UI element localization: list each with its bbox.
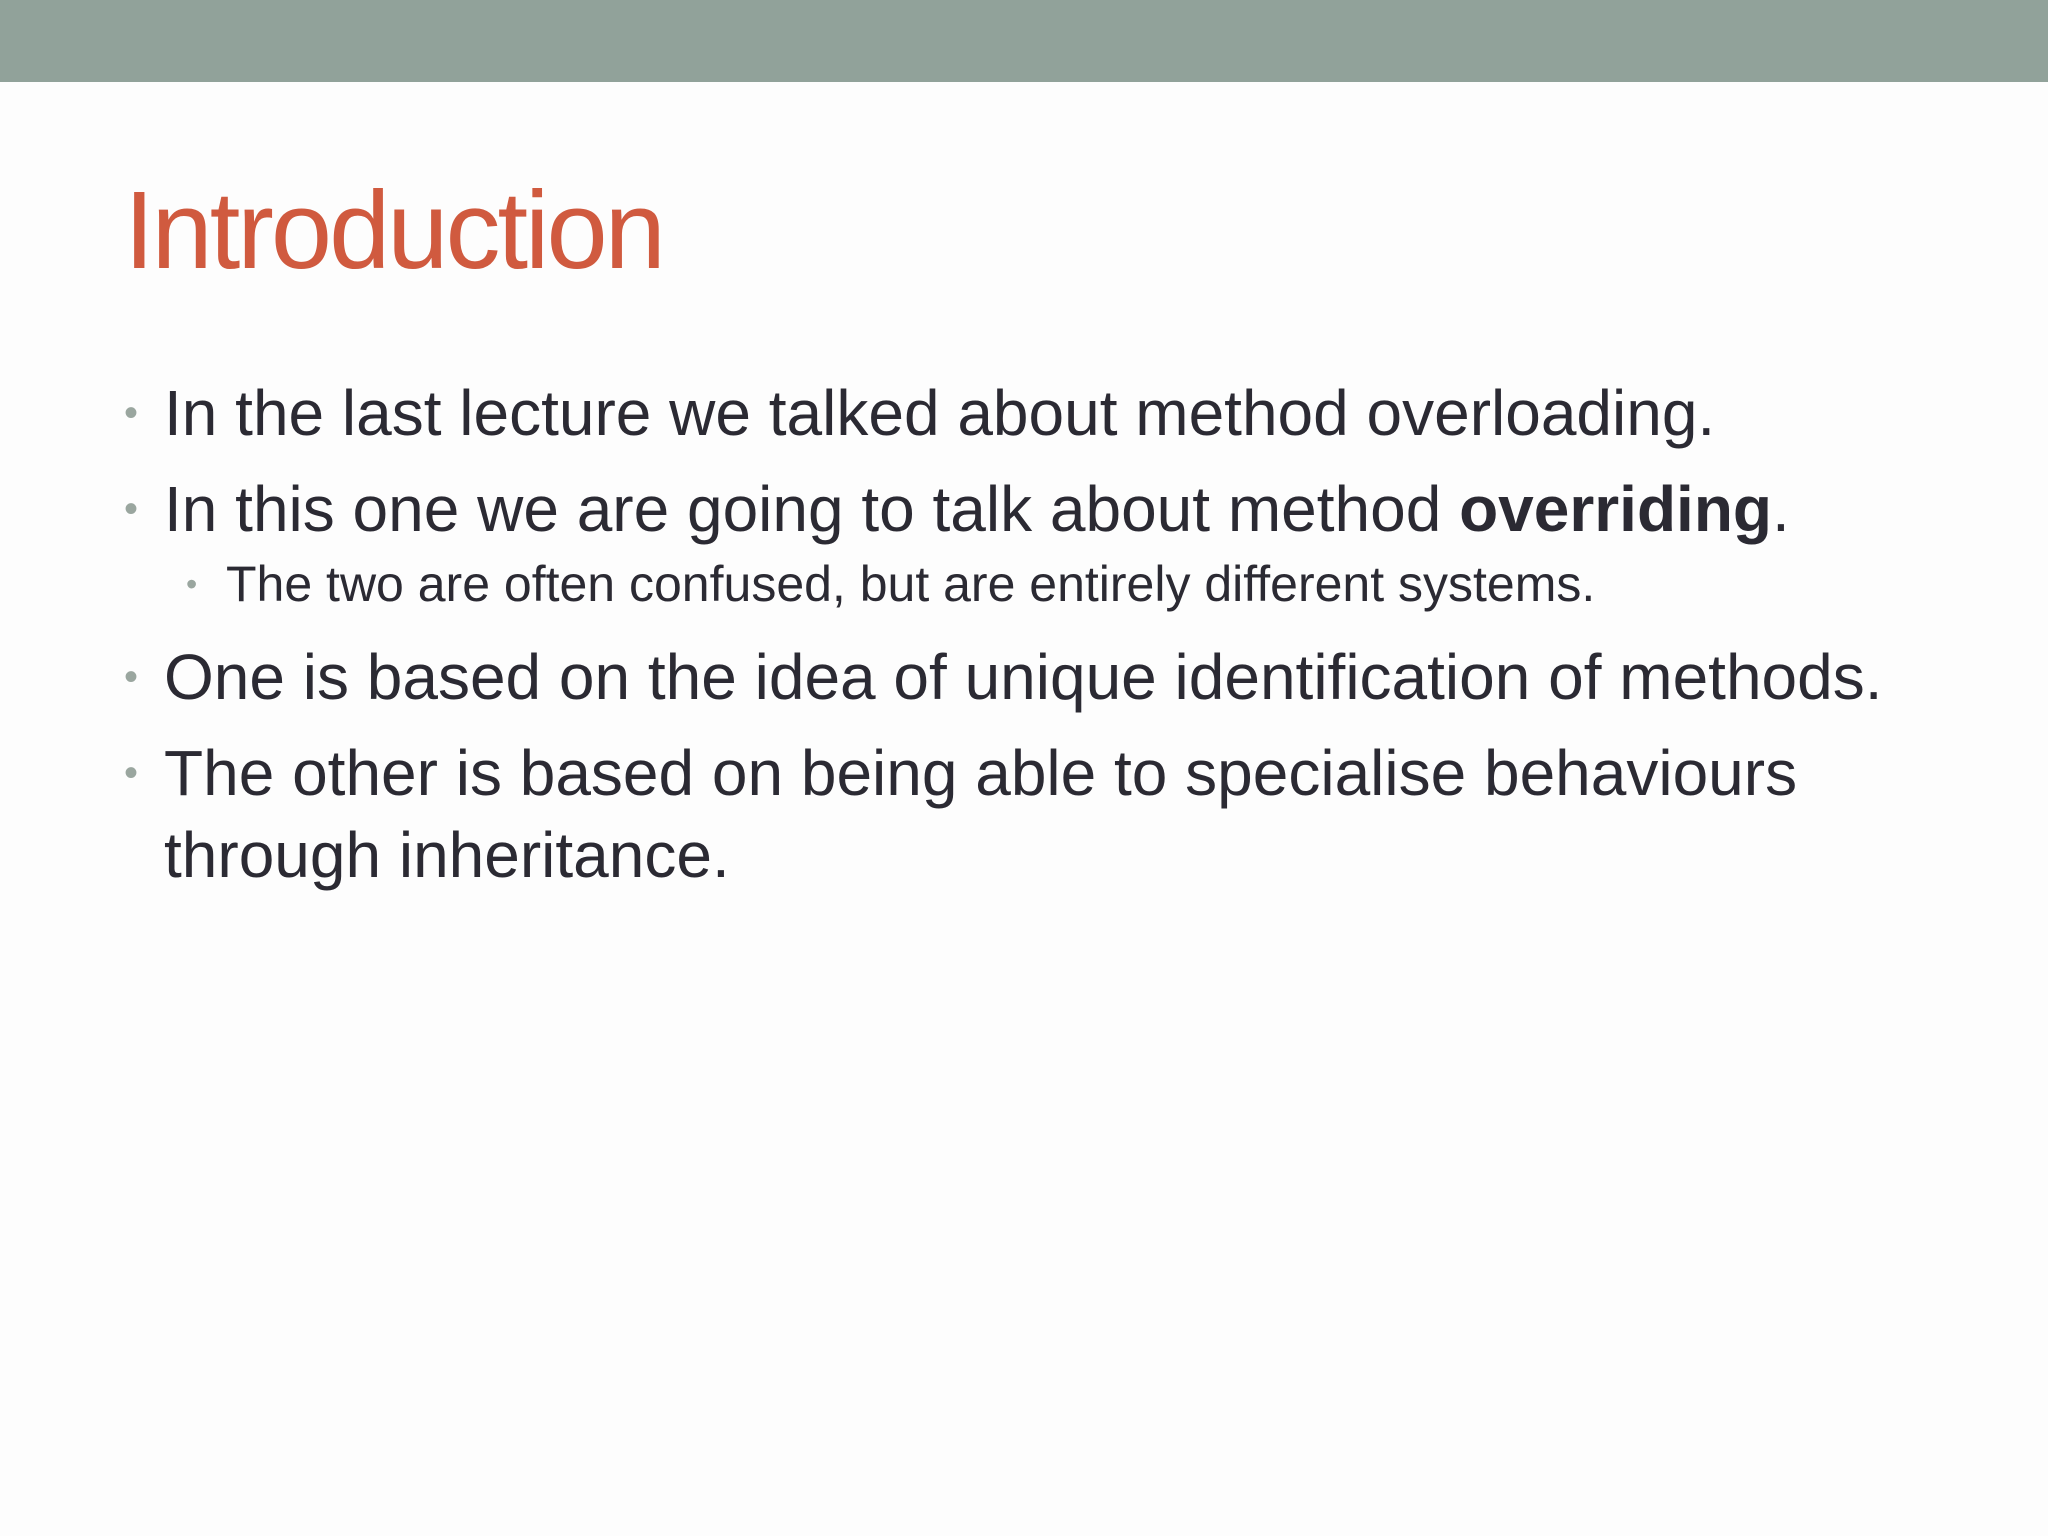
bullet-item xyxy=(120,468,1980,550)
bullet-dot-icon: • xyxy=(124,655,139,699)
top-banner-bar xyxy=(0,0,2048,82)
sub-bullet-text: The two are often confused, but are entirely different systems. xyxy=(226,556,1596,612)
bullet-dot-icon: • xyxy=(124,487,139,531)
bullet-item xyxy=(120,372,1980,454)
sub-bullet-item xyxy=(120,552,1980,616)
bullet-item xyxy=(120,636,1980,718)
bullet-emphasis: overriding xyxy=(1459,473,1772,545)
bullet-text: The other is based on being able to specialise behaviours through inheritance. xyxy=(164,737,1798,891)
bullet-text-end: . xyxy=(1772,473,1790,545)
bullet-dot-icon: • xyxy=(124,751,139,795)
bullet-text: One is based on the idea of unique identification of methods. xyxy=(164,641,1883,713)
bullet-text: In this one we are going to talk about method xyxy=(164,473,1460,545)
slide-title: Introduction xyxy=(124,169,663,292)
bullet-dot-icon: • xyxy=(186,566,198,602)
bullet-text: In the last lecture we talked about method overloading. xyxy=(164,377,1716,449)
bullet-dot-icon: • xyxy=(124,391,139,435)
bullet-list xyxy=(120,372,1980,910)
bullet-item xyxy=(120,732,1980,896)
